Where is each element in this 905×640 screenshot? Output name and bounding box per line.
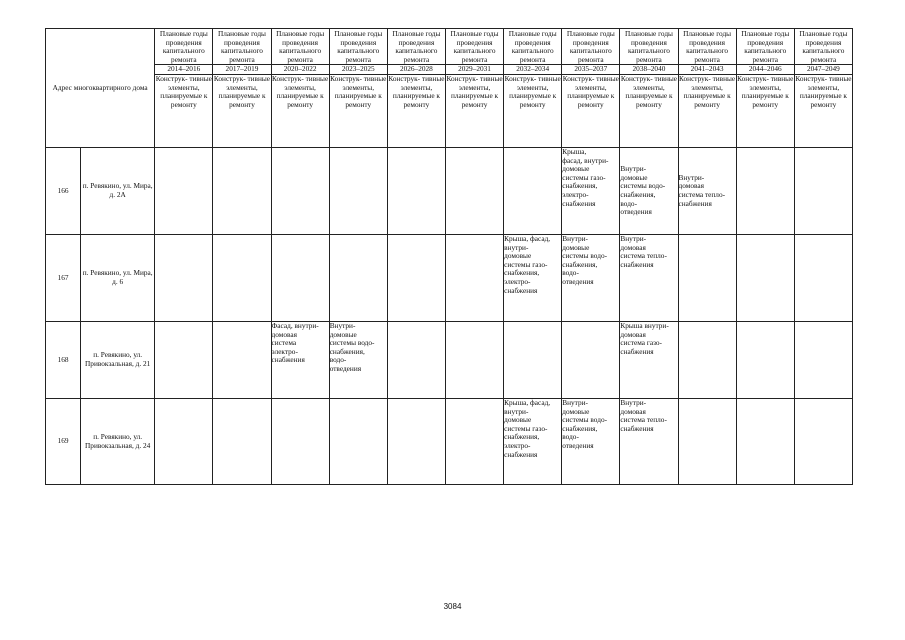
period-elements-label: Конструк- тивные элементы, планируемые к ремонту (446, 73, 503, 109)
planned-elements-cell (445, 322, 503, 399)
planned-elements-cell (736, 399, 794, 485)
planned-elements-cell (387, 399, 445, 485)
planned-elements-cell (155, 399, 213, 485)
table-row (46, 322, 853, 399)
planned-elements-cell (155, 322, 213, 399)
planned-elements-cell (620, 148, 678, 235)
period-elements-label: Конструк- тивные элементы, планируемые к ремонту (388, 73, 445, 109)
planned-elements-text: Внутри- домовая система тепло- снабжения (620, 398, 667, 433)
period-header (736, 29, 794, 148)
period-header (504, 29, 562, 148)
planned-elements-cell (213, 148, 271, 235)
period-elements-label: Конструк- тивные элементы, планируемые к ремонту (272, 73, 329, 109)
period-header (794, 29, 852, 148)
planned-elements-cell (794, 399, 852, 485)
period-elements-label: Конструк- тивные элементы, планируемые к ремонту (679, 73, 736, 109)
period-years: 2044–2046 (737, 65, 794, 75)
period-years: 2017–2019 (213, 65, 270, 75)
planned-elements-cell (620, 399, 678, 485)
period-header (620, 29, 678, 148)
period-years: 2023–2025 (330, 65, 387, 75)
table-row (46, 399, 853, 485)
planned-elements-cell (271, 235, 329, 322)
planned-elements-cell (794, 322, 852, 399)
period-label: Плановые годы проведения капитального ремонта (272, 29, 329, 65)
row-number: 168 (46, 322, 81, 399)
period-years: 2029–2031 (446, 65, 503, 75)
planned-elements-cell (620, 235, 678, 322)
planned-elements-cell (155, 235, 213, 322)
period-label: Плановые годы проведения капитального ремонта (330, 29, 387, 65)
planned-elements-cell (387, 235, 445, 322)
period-years: 2032–2034 (504, 65, 561, 75)
planned-elements-cell (445, 148, 503, 235)
period-elements-label: Конструк- тивные элементы, планируемые к ремонту (620, 73, 678, 109)
planned-elements-cell (736, 235, 794, 322)
planned-elements-text: Внутри- домовые системы водо- снабжения, водо- отведения (329, 321, 375, 373)
planned-elements-cell (620, 322, 678, 399)
period-header (562, 29, 620, 148)
planned-elements-text: Фасад, внутри- домовая система электро- снабжения (271, 321, 319, 365)
planned-elements-cell (504, 322, 562, 399)
period-label: Плановые годы проведения капитального ремонта (620, 29, 677, 65)
period-header (271, 29, 329, 148)
planned-elements-cell (504, 235, 562, 322)
period-elements-label: Конструк- тивные элементы, планируемые к ремонту (155, 73, 212, 109)
planned-elements-text: Внутри- домовая система тепло- снабжения (620, 234, 667, 269)
period-header (678, 29, 736, 148)
period-label: Плановые годы проведения капитального ремонта (155, 29, 212, 65)
period-label: Плановые годы проведения капитального ремонта (388, 29, 445, 65)
period-header (387, 29, 445, 148)
header-row (46, 29, 853, 148)
planned-elements-cell (445, 399, 503, 485)
period-years: 2038–2040 (620, 65, 677, 75)
building-address: п. Ревякино, ул. Привокзальная, д. 24 (81, 399, 155, 485)
planned-elements-text: Внутри- домовые системы водо- снабжения, водо- отведения (620, 164, 666, 217)
planned-elements-cell (562, 322, 620, 399)
planned-elements-cell (678, 148, 736, 235)
period-label: Плановые годы проведения капитального ремонта (679, 29, 736, 65)
planned-elements-cell (213, 322, 271, 399)
planned-elements-cell (736, 148, 794, 235)
period-elements-label: Конструк- тивные элементы, планируемые к ремонту (330, 73, 387, 109)
planned-elements-cell (387, 322, 445, 399)
planned-elements-cell (562, 235, 620, 322)
planned-elements-text: Внутри- домовые системы водо- снабжения, водо- отведения (562, 398, 608, 450)
period-years: 2026–2028 (388, 65, 445, 75)
planned-elements-cell (562, 399, 620, 485)
planned-elements-cell (329, 235, 387, 322)
period-elements-label: Конструк- тивные элементы, планируемые к ремонту (562, 73, 619, 109)
planned-elements-cell (213, 235, 271, 322)
planned-elements-cell (794, 148, 852, 235)
period-years: 2020–2022 (272, 65, 329, 75)
planned-elements-text: Внутри- домовые системы водо- снабжения, водо- отведения (562, 234, 608, 286)
building-address: п. Ревякино, ул. Привокзальная, д. 21 (81, 322, 155, 399)
period-label: Плановые годы проведения капитального ремонта (446, 29, 503, 65)
planned-elements-cell (271, 322, 329, 399)
building-address: п. Ревякино, ул. Мира, д. 6 (81, 235, 155, 322)
period-label: Плановые годы проведения капитального ремонта (737, 29, 794, 65)
planned-elements-cell (504, 148, 562, 235)
planned-elements-text: Крыша, фасад, внутри- домовые системы газо- снабжения, электро- снабжения (562, 147, 609, 208)
planned-elements-cell (678, 399, 736, 485)
planned-elements-cell (213, 399, 271, 485)
period-years: 2041–2043 (679, 65, 736, 75)
page-number: 3084 (443, 602, 462, 611)
period-label: Плановые годы проведения капитального ремонта (562, 29, 619, 65)
period-elements-label: Конструк- тивные элементы, планируемые к ремонту (504, 73, 561, 109)
period-elements-label: Конструк- тивные элементы, планируемые к ремонту (213, 73, 271, 109)
table-row (46, 148, 853, 235)
planned-elements-cell (678, 322, 736, 399)
period-header (155, 29, 213, 148)
planned-elements-cell (155, 148, 213, 235)
period-years: 2014–2016 (155, 65, 212, 75)
period-elements-label: Конструк- тивные элементы, планируемые к ремонту (737, 73, 794, 109)
planned-elements-cell (794, 235, 852, 322)
period-label: Плановые годы проведения капитального ремонта (213, 29, 270, 65)
planned-elements-cell (445, 235, 503, 322)
period-header (329, 29, 387, 148)
row-number: 166 (46, 148, 81, 235)
planned-elements-cell (271, 148, 329, 235)
address-column-header: Адрес многоквартирного дома (46, 29, 155, 148)
capital-repair-schedule-table (45, 28, 853, 485)
planned-elements-cell (678, 235, 736, 322)
period-years: 2035–2037 (562, 65, 619, 75)
period-label: Плановые годы проведения капитального ремонта (504, 29, 561, 65)
planned-elements-cell (329, 399, 387, 485)
planned-elements-text: Внутри- домовая система тепло- снабжения (678, 172, 726, 208)
planned-elements-cell (271, 399, 329, 485)
building-address: п. Ревякино, ул. Мира, д. 2А (81, 148, 155, 235)
period-header (213, 29, 271, 148)
table-row (46, 235, 853, 322)
row-number: 169 (46, 399, 81, 485)
planned-elements-text: Крыша внутри- домовая система газо- снабжения (620, 321, 669, 356)
period-elements-label: Конструк- тивные элементы, планируемые к ремонту (795, 73, 852, 109)
period-label: Плановые годы проведения капитального ремонта (795, 29, 852, 65)
planned-elements-cell (329, 322, 387, 399)
planned-elements-cell (387, 148, 445, 235)
planned-elements-cell (736, 322, 794, 399)
period-header (445, 29, 503, 148)
planned-elements-cell (329, 148, 387, 235)
period-years: 2047–2049 (795, 65, 852, 75)
row-number: 167 (46, 235, 81, 322)
planned-elements-cell (504, 399, 562, 485)
planned-elements-text: Крыша, фасад, внутри- домовые системы газо- снабжения, электро- снабжения (504, 398, 551, 459)
planned-elements-cell (562, 148, 620, 235)
planned-elements-text: Крыша, фасад, внутри- домовые системы газо- снабжения, электро- снабжения (504, 234, 551, 295)
